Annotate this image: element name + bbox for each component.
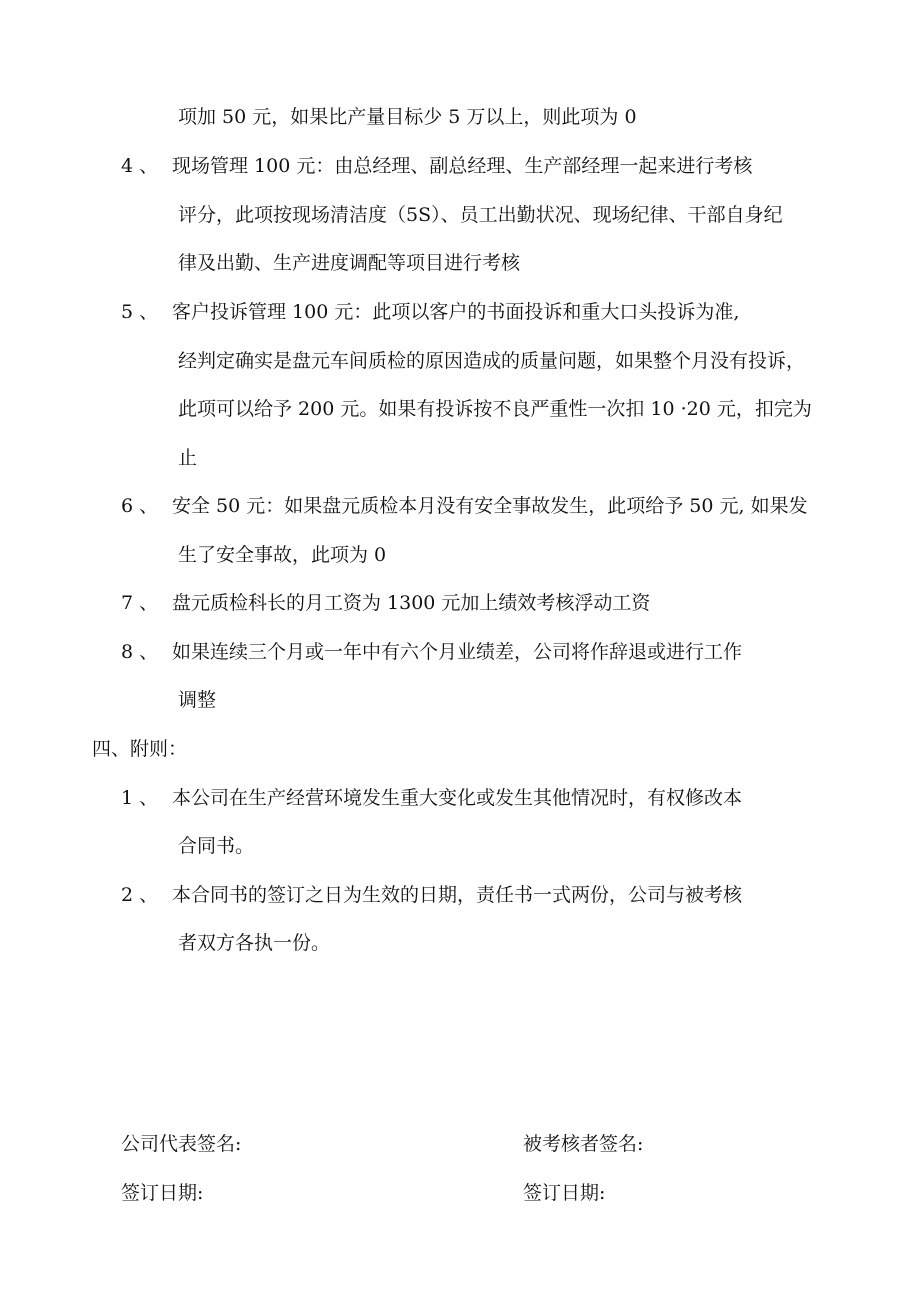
item-line: 安全 50 元：如果盘元质检本月没有安全事故发生，此项给予 50 元, 如果发 (172, 495, 808, 517)
item-line: 此项可以给予 200 元。如果有投诉按不良严重性一次扣 10 ·20 元，扣完为 (178, 398, 812, 420)
item-line: 调整 (178, 689, 217, 711)
assessee-signature-label: 被考核者签名: (523, 1133, 644, 1155)
item-line: 合同书。 (178, 835, 255, 857)
item-line: 止 (178, 447, 198, 469)
item-line: 律及出勤、生产进度调配等项目进行考核 (178, 252, 521, 274)
company-rep-signature-label: 公司代表签名: (121, 1133, 242, 1155)
item-line: 评分，此项按现场清洁度（5S）、员工出勤状况、现场纪律、干部自身纪 (178, 204, 783, 226)
section-heading: 四、附则： (92, 738, 188, 760)
item-number: 2 、 (121, 884, 159, 906)
item-line: 如果连续三个月或一年中有六个月业绩差，公司将作辞退或进行工作 (172, 641, 743, 663)
item-line: 本公司在生产经营环境发生重大变化或发生其他情况时，有权修改本 (172, 787, 743, 809)
item-number: 5 、 (121, 301, 159, 323)
item-number: 1 、 (121, 787, 159, 809)
item-line: 经判定确实是盘元车间质检的原因造成的质量问题，如果整个月没有投诉， (178, 350, 806, 372)
item-number: 7 、 (121, 592, 159, 614)
item-number: 8 、 (121, 641, 159, 663)
item-line: 者双方各执一份。 (178, 932, 331, 954)
item-line: 客户投诉管理 100 元：此项以客户的书面投诉和重大口头投诉为准, (172, 301, 740, 323)
item-number: 4 、 (121, 155, 159, 177)
item-number: 6 、 (121, 495, 159, 517)
company-sign-date-label: 签订日期: (121, 1182, 204, 1204)
assessee-sign-date-label: 签订日期: (523, 1182, 606, 1204)
item-line: 本合同书的签订之日为生效的日期，责任书一式两份，公司与被考核 (172, 884, 743, 906)
item-line: 生了安全事故，此项为 0 (178, 544, 387, 566)
intro-continuation: 项加 50 元，如果比产量目标少 5 万以上，则此项为 0 (178, 106, 637, 128)
item-line: 现场管理 100 元：由总经理、副总经理、生产部经理一起来进行考核 (172, 155, 753, 177)
item-line: 盘元质检科长的月工资为 1300 元加上绩效考核浮动工资 (172, 592, 651, 614)
